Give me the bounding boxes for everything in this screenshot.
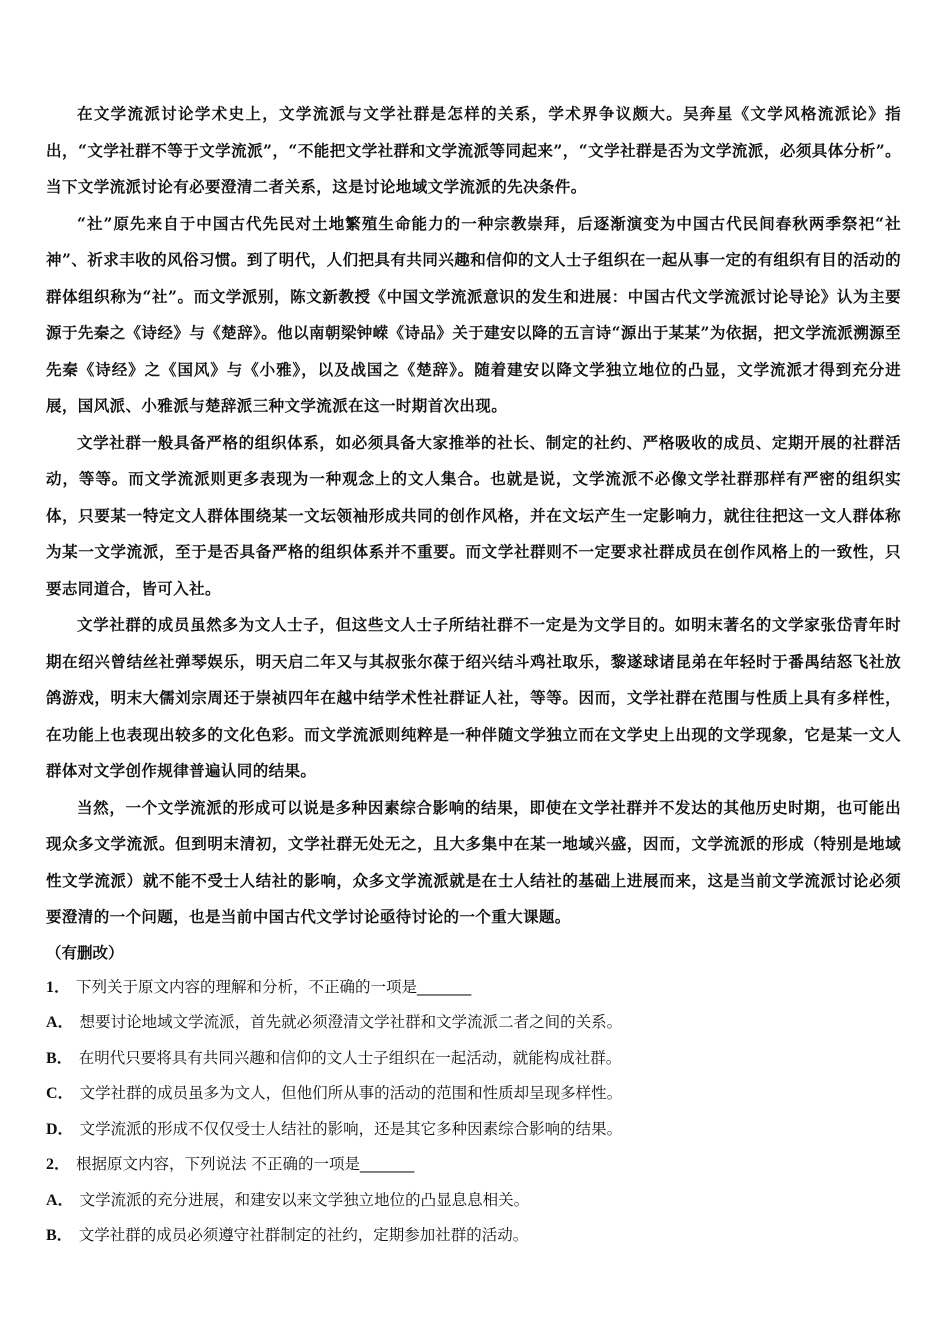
- question-text: 根据原文内容，下列说法 不正确的一项是_______: [76, 1155, 415, 1173]
- option-letter: A．: [46, 1014, 74, 1031]
- option-text: 文学流派的形成不仅仅受士人结社的影响，还是其它多种因素综合影响的结果。: [79, 1119, 623, 1138]
- question-number: 2．: [46, 1156, 71, 1173]
- option-b[interactable]: [46, 1218, 901, 1254]
- option-d[interactable]: [46, 1112, 901, 1148]
- option-a[interactable]: [46, 1183, 901, 1219]
- edit-note: （有删改）: [46, 942, 124, 962]
- option-c[interactable]: [46, 1076, 901, 1112]
- option-text: 在明代只要将具有共同兴趣和信仰的文人士子组织在一起活动，就能构成社群。: [78, 1048, 622, 1067]
- question-2: [46, 1147, 901, 1254]
- option-letter: C．: [46, 1085, 74, 1102]
- document-page: [46, 96, 901, 1254]
- option-text: 文学流派的充分进展，和建安以来文学独立地位的凸显息息相关。: [79, 1190, 530, 1209]
- reading-passage: [46, 96, 901, 970]
- option-text: 文学社群的成员虽多为文人，但他们所从事的活动的范围和性质却呈现多样性。: [79, 1084, 623, 1102]
- passage-paragraph-5: 当然，一个文学流派的形成可以说是多种因素综合影响的结果，即使在文学社群并不发达的其他历史时期，也可能出现众多文学流派。但到明末清初，文学社群无处无之，且大多集中在某一地域兴盛，因而，文学流派的形成（特别是地域性文学流派）就不能不受士人结社的影响，众多文学流派就是在士人结社的基础上进展而来，这是当前文学流派讨论必须要澄清的一个问题，也是当前中国古代文学讨论亟待讨论的一个重大课题。: [46, 797, 901, 926]
- question-text: 下列关于原文内容的理解和分析，不正确的一项是_______: [76, 977, 472, 996]
- question-number: 1．: [46, 978, 71, 996]
- question-stem: [46, 970, 901, 1006]
- option-a[interactable]: [46, 1005, 901, 1041]
- question-stem: [46, 1147, 901, 1183]
- option-letter: B．: [46, 1227, 73, 1244]
- passage-paragraph-2: “社”原先来自于中国古代先民对土地繁殖生命能力的一种宗教崇拜，后逐渐演变为中国古代民间春秋两季祭祀“社神”、祈求丰收的风俗习惯。到了明代，人们把具有共同兴趣和信仰的文人士子组织在一起从事一定的有组织有目的活动的群体组织称为“社”。而文学派别，陈文新教授《中国文学流派意识的发生和进展：中国古代文学流派讨论导论》认为主要源于先秦之《诗经》与《楚辞》。他以南朝梁钟嵘《诗品》关于建安以降的五言诗“源出于某某”为依据，把文学流派溯源至先秦《诗经》之《国风》与《小雅》，以及战国之《楚辞》。随着建安以降文学独立地位的凸显，文学流派才得到充分进展，国风派、小雅派与楚辞派三种文学流派在这一时期首次出现。: [46, 213, 901, 415]
- option-letter: B．: [46, 1049, 73, 1067]
- passage-paragraph-3: 文学社群一般具备严格的组织体系，如必须具备大家推举的社长、制定的社约、严格吸收的成员、定期开展的社群活动，等等。而文学流派则更多表现为一种观念上的文人集合。也就是说，文学流派不必像文学社群那样有严密的组织实体，只要某一特定文人群体围绕某一文坛领袖形成共同的创作风格，并在文坛产生一定影响力，就往往把这一文人群体称为某一文学流派，至于是否具备严格的组织体系并不重要。而文学社群则不一定要求社群成员在创作风格上的一致性，只要志同道合，皆可入社。: [46, 432, 901, 598]
- option-text: 想要讨论地域文学流派，首先就必须澄清文学社群和文学流派二者之间的关系。: [79, 1013, 623, 1031]
- option-letter: A．: [46, 1191, 74, 1209]
- passage-paragraph-4: 文学社群的成员虽然多为文人士子，但这些文人士子所结社群不一定是为文学目的。如明末著名的文学家张岱青年时期在绍兴曾结丝社弹琴娱乐，明天启二年又与其叔张尔葆于绍兴结斗鸡社取乐，黎遂球诸昆弟在年轻时于番禺结怒飞社放鸽游戏，明末大儒刘宗周还于崇祯四年在越中结学术性社群证人社，等等。因而，文学社群在范围与性质上具有多样性，在功能上也表现出较多的文化色彩。而文学流派则纯粹是一种伴随文学独立而在文学史上出现的文学现象，它是某一文人群体对文学创作规律普遍认同的结果。: [46, 615, 901, 780]
- option-text: 文学社群的成员必须遵守社群制定的社约，定期参加社群的活动。: [78, 1226, 529, 1244]
- question-1: [46, 970, 901, 1148]
- option-b[interactable]: [46, 1041, 901, 1077]
- passage-paragraph-1: 在文学流派讨论学术史上，文学流派与文学社群是怎样的关系，学术界争议颇大。吴奔星《文学风格流派论》指出，“文学社群不等于文学流派”，“不能把文学社群和文学流派等同起来”，“文学社群是否为文学流派，必须具体分析”。当下文学流派讨论有必要澄清二者关系，这是讨论地域文学流派的先决条件。: [46, 104, 901, 196]
- option-letter: D．: [46, 1120, 74, 1138]
